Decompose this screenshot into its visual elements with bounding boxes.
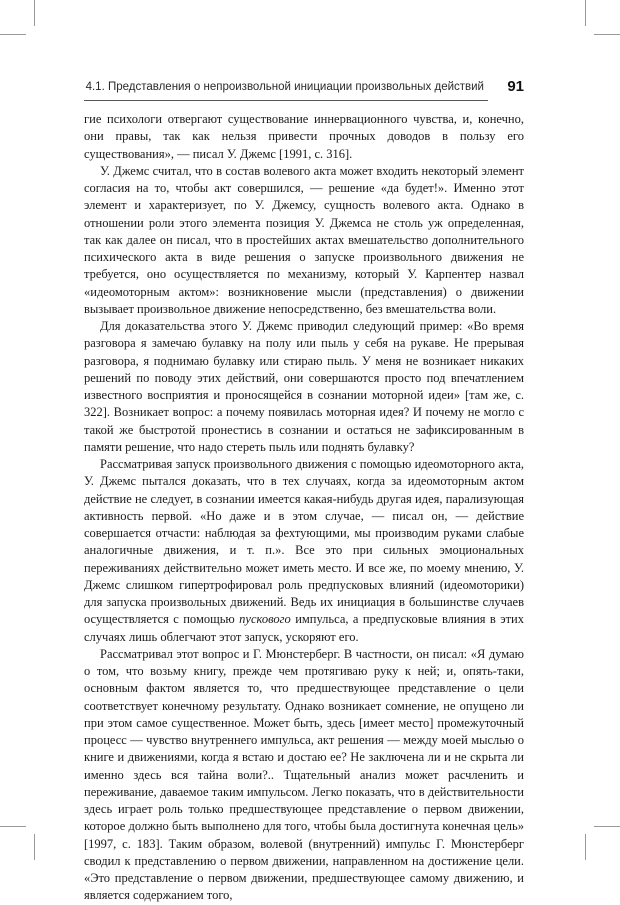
crop-mark	[585, 834, 586, 860]
paragraph: гие психологи отвергают существование иннервационного чувства, и, конечно, они правы, так как нельзя привести прочных доводов в пользу его существования», — писал У. Джемс [1991, с. 316].	[84, 112, 524, 161]
page-number: 91	[507, 78, 524, 95]
body-text	[84, 111, 524, 905]
paragraph-text: Рассматривая запуск произвольного движения с помощью идеомоторного акта, У. Джемс пытался доказать, что в тех случаях, когда за идеомоторным актом действие не следует, в сознании имеется какая-нибудь другая идея, парализующая активность первой. «Но даже и в этом случае, — писал он, — действие совершается отчасти: наблюдая за фехтующими, мы производим руками слабые аналогичные движения, и т. п.». Все это при сильных эмоциональных переживаниях действительно может иметь место. И все же, по моему мнению, У. Джемс слишком гипертрофировал роль предпусковых влияний (идеомоторики) для запуска произвольных движений. Ведь их инициация в большинстве случаев осуществляется с помощью	[84, 457, 524, 627]
running-head: 4.1. Представления о непроизвольной инициации произвольных действий	[85, 81, 484, 93]
header-rule	[84, 100, 488, 101]
crop-mark	[594, 826, 620, 827]
paragraph: Для доказательства этого У. Джемс приводил следующий пример: «Во время разговора я замечаю булавку на полу или пыль у себя на рукаве. Не прерывая разговора, я поднимаю булавку или стираю пыль. У меня не возникает никаких решений по поводу этих действий, они совершаются просто под впечатлением известного восприятия и проносящейся в сознании моторной идеи» [там же, с. 322]. Возникает вопрос: а почему появилась моторная идея? И почему не могло с такой же быстротой пронестись в сознании и остаться не зафиксированным в памяти решение, что надо стереть пыль или поднять булавку?	[84, 319, 524, 454]
page-header	[84, 78, 524, 98]
crop-mark	[34, 834, 35, 860]
paragraph-text: импульса, а предпусковые влияния в этих случаях лишь облегчают этот запуск, ускоряют его.	[84, 612, 524, 644]
crop-mark	[0, 826, 26, 827]
crop-mark	[0, 34, 26, 35]
crop-mark	[34, 0, 35, 26]
crop-mark	[594, 34, 620, 35]
paragraph	[84, 456, 524, 646]
emphasis-text: пускового	[239, 612, 291, 627]
crop-mark	[585, 0, 586, 26]
paragraph: Рассматривал этот вопрос и Г. Мюнстерберг. В частности, он писал: «Я думаю о том, что возьму книгу, прежде чем протягиваю руку к ней; и, опять-таки, основным фактом является то, что предшествующее представление о цели соответствует конечному результату. Однако возникает сомнение, не опущено ли при этом самое существенное. Может быть, здесь [имеет место] промежуточный процесс — чувство внутреннего импульса, акт решения — между моей мыслью о книге и движениями, когда я встаю и достаю ее? Не заключена ли и не скрыта ли именно здесь вся тайна воли?.. Тщательный анализ может расчленить и переживание, даваемое таким импульсом. Легко показать, что в действительности здесь играет роль только предшествующее представление о первом движении, которое должно быть выполнено для того, чтобы была достигнута конечная цель» [1997, с. 183]. Таким образом, волевой (внутренний) импульс Г. Мюнстерберг сводил к представлению о первом движении, направленном на достижение цели. «Это представление о первом движении, предшествующее самому движению, и является содержанием того,	[84, 646, 524, 903]
paragraph: У. Джемс считал, что в состав волевого акта может входить некоторый элемент согласия на то, чтобы акт совершился, — решение «да будет!». Именно этот элемент и характеризует, по У. Джемсу, сущность волевого акта. Однако в отношении роли этого элемента позиция У. Джемса не столь уж определенная, так как далее он писал, что в простейших актах вмешательство дополнительного психического акта в виде решения о запуске произвольного движения не требуется, оно осуществляется по механизму, который У. Карпентер назвал «идеомоторным актом»: возникновение мысли (представления) о движении вызывает произвольное движение непосредственно, без вмешательства воли.	[84, 163, 524, 316]
